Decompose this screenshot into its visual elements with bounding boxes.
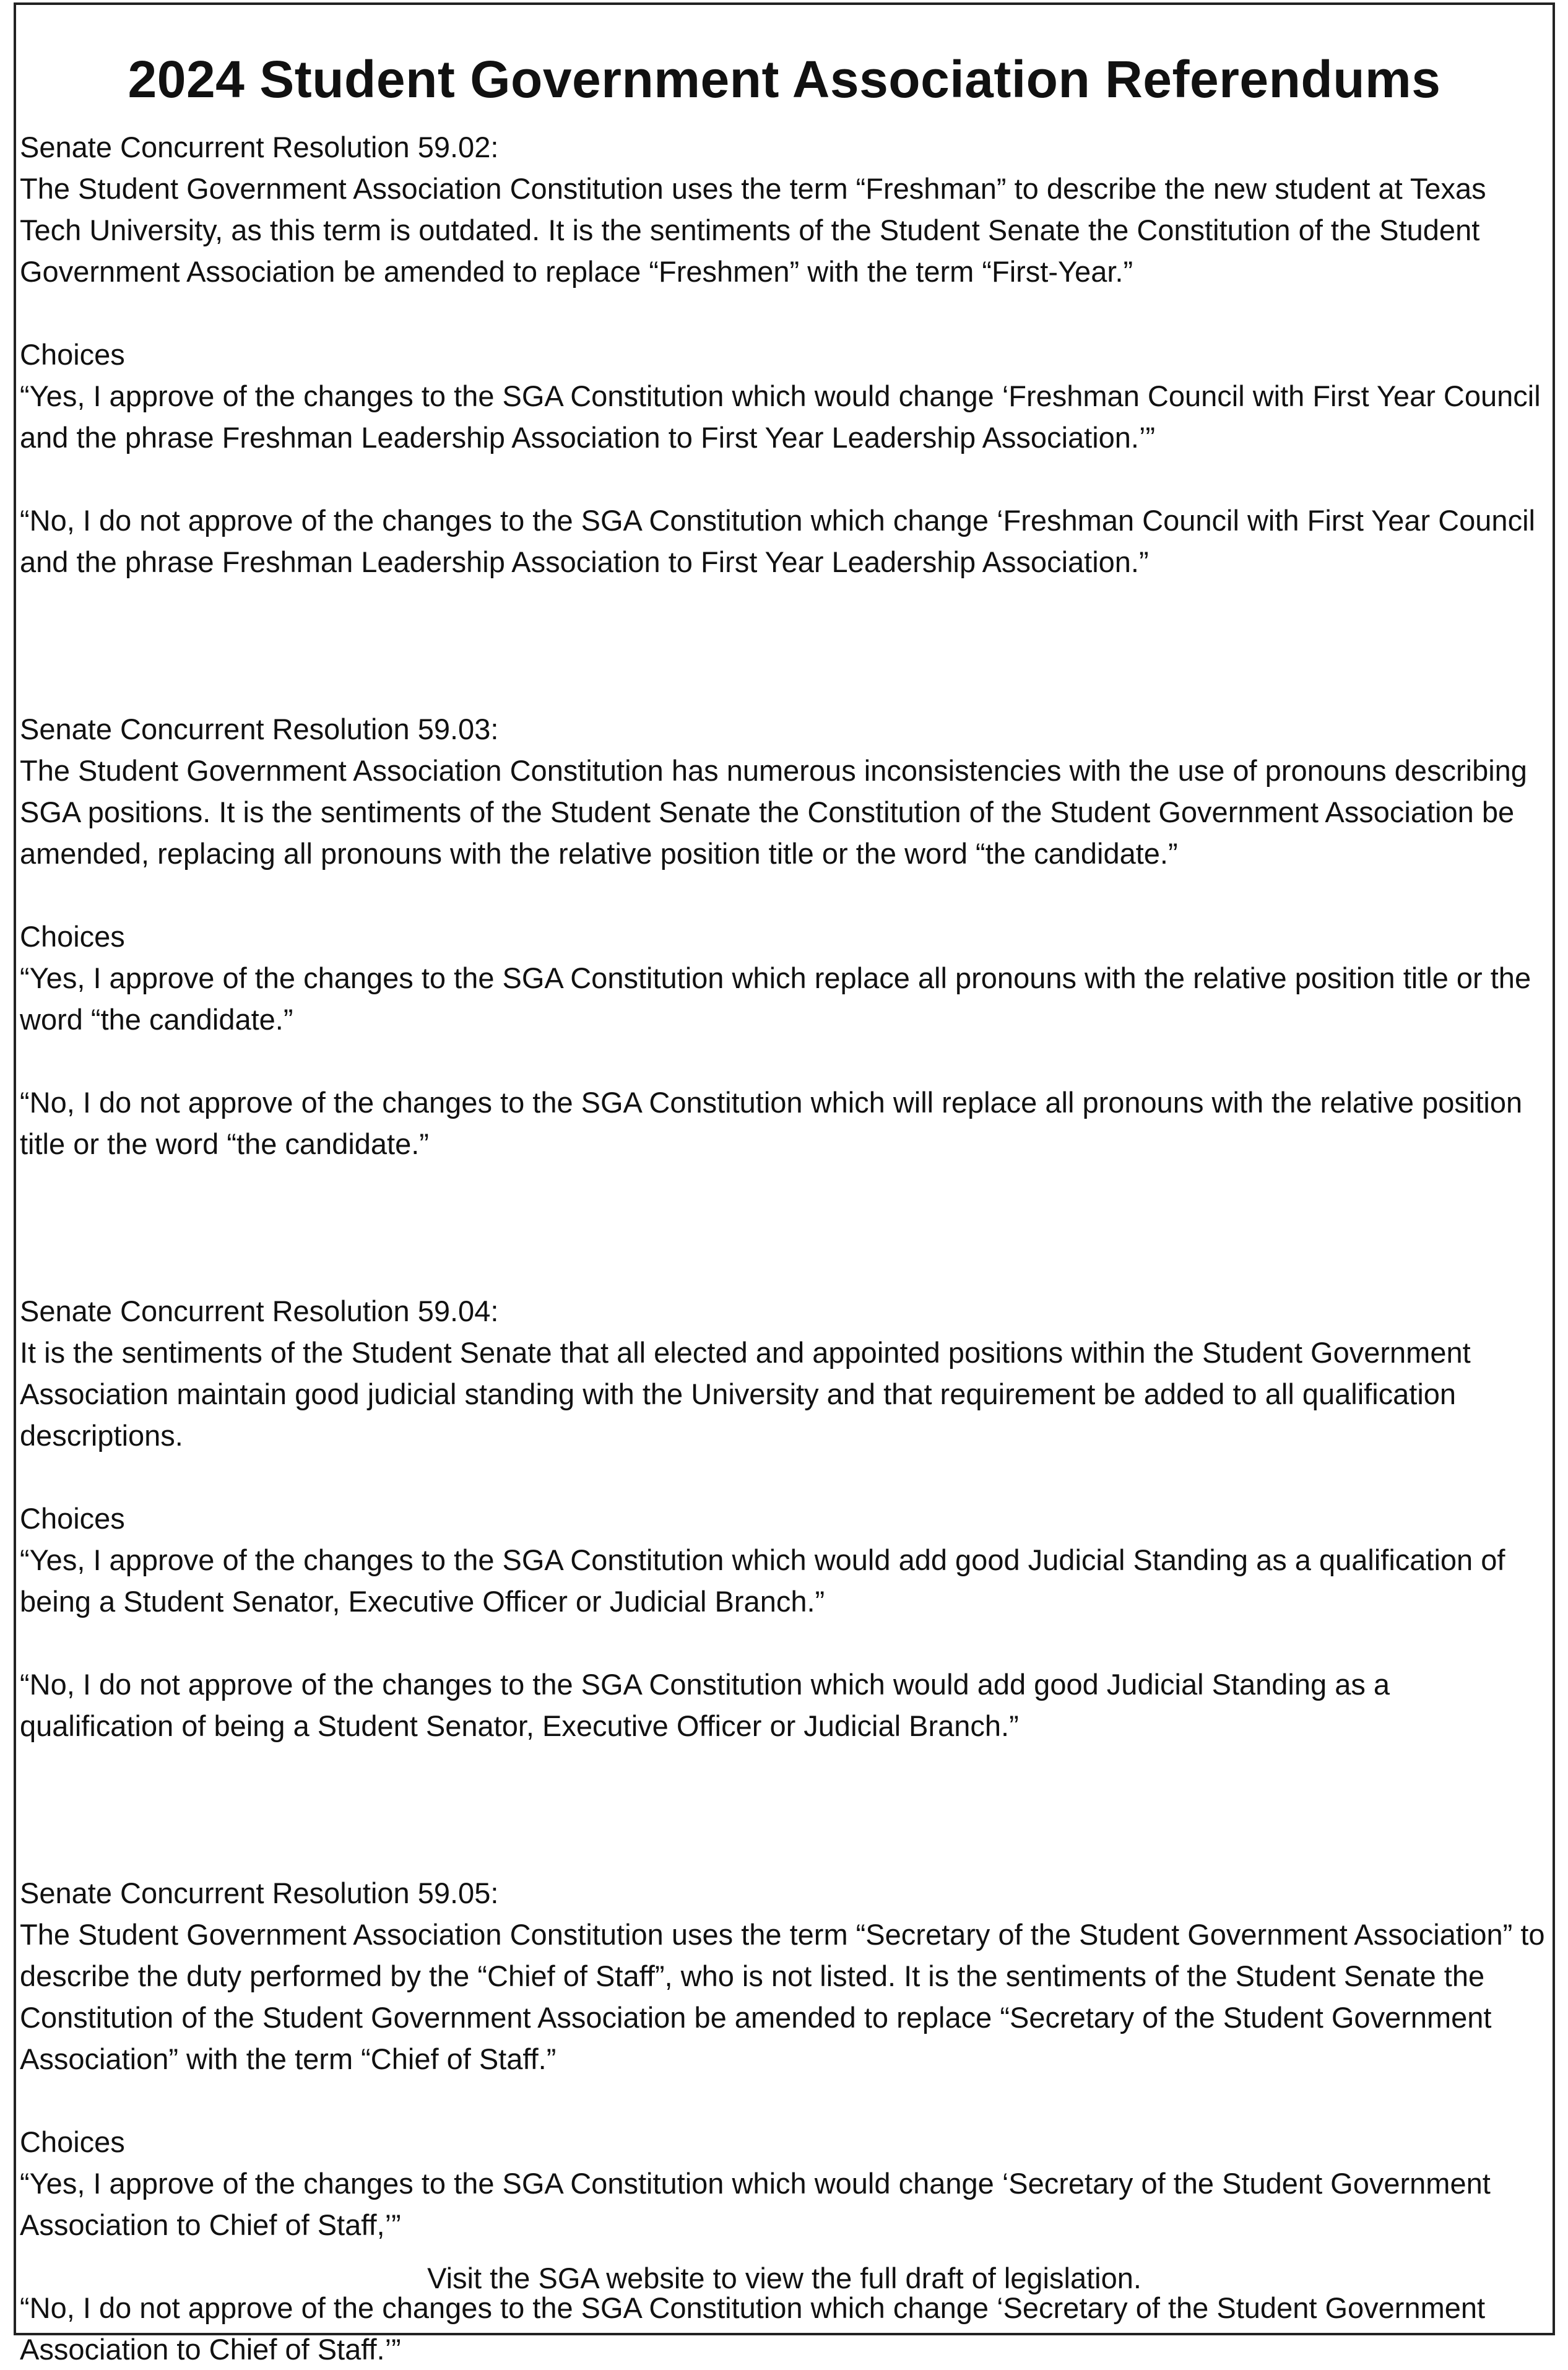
choices-label: Choices [20,920,125,953]
choice-yes: “Yes, I approve of the changes to the SGA Constitution which replace all pronouns with the relative position title or the word “the candidate.” [20,961,1531,1036]
resolution-59-02 [20,126,1549,583]
document-frame [14,2,1555,2366]
choices-label: Choices [20,2125,125,2158]
footer-note: Visit the SGA website to view the full draft of legislation. [427,2262,1141,2294]
resolution-body: The Student Government Association Constitution uses the term “Freshman” to describe the new student at Texas Tech University, as this term is outdated. It is the sentiments of the Student Senate the Constitution of the Student Government Association be amended to replace “Freshmen” with the term “First-Year.” [20,172,1486,288]
resolution-heading: Senate Concurrent Resolution 59.04: [20,1295,499,1327]
resolution-heading: Senate Concurrent Resolution 59.02: [20,131,499,163]
choice-yes: “Yes, I approve of the changes to the SGA Constitution which would change ‘Freshman Council with First Year Council and the phrase Freshman Leadership Association to First Year Leadership Association.’” [20,380,1541,454]
choice-no: “No, I do not approve of the changes to the SGA Constitution which will replace all pronouns with the relative position title or the word “the candidate.” [20,1086,1523,1160]
resolution-body: The Student Government Association Constitution has numerous inconsistencies with the use of pronouns describing SGA positions. It is the sentiments of the Student Senate the Constitution of the Student Government Association be amended, replacing all pronouns with the relative position title or the word “the candidate.” [20,754,1527,870]
choice-no: “No, I do not approve of the changes to the SGA Constitution which would add good Judicial Standing as a qualification of being a Student Senator, Executive Officer or Judicial Branch.” [20,1668,1390,1742]
resolution-heading: Senate Concurrent Resolution 59.05: [20,1877,499,1909]
choices-label: Choices [20,338,125,371]
resolution-59-04 [20,1290,1549,1747]
choice-no: “No, I do not approve of the changes to the SGA Constitution which change ‘Secretary of the Student Government Association to Chief of Staff.’” [20,2291,1486,2366]
resolution-59-03 [20,708,1549,1165]
choice-yes: “Yes, I approve of the changes to the SGA Constitution which would add good Judicial Standing as a qualification of being a Student Senator, Executive Officer or Judicial Branch.” [20,1543,1505,1618]
resolution-heading: Senate Concurrent Resolution 59.03: [20,713,499,745]
resolution-body: It is the sentiments of the Student Senate that all elected and appointed positions within the Student Government Association maintain good judicial standing with the University and that requirement be added to all qualification descriptions. [20,1336,1471,1452]
choices-label: Choices [20,1502,125,1535]
choice-yes: “Yes, I approve of the changes to the SGA Constitution which would change ‘Secretary of the Student Government Association to Chief of Staff,’” [20,2167,1491,2241]
choice-no: “No, I do not approve of the changes to the SGA Constitution which change ‘Freshman Council with First Year Council and the phrase Freshman Leadership Association to First Year Leadership Association.” [20,504,1535,578]
resolutions-list [20,126,1549,2370]
page-title: 2024 Student Government Association Referendums [128,50,1441,109]
resolution-body: The Student Government Association Constitution uses the term “Secretary of the Student Government Association” to describe the duty performed by the “Chief of Staff”, who is not listed. It is the sentiments of the Student Senate the Constitution of the Student Government Association be amended to replace “Secretary of the Student Government Association” with the term “Chief of Staff.” [20,1918,1545,2075]
